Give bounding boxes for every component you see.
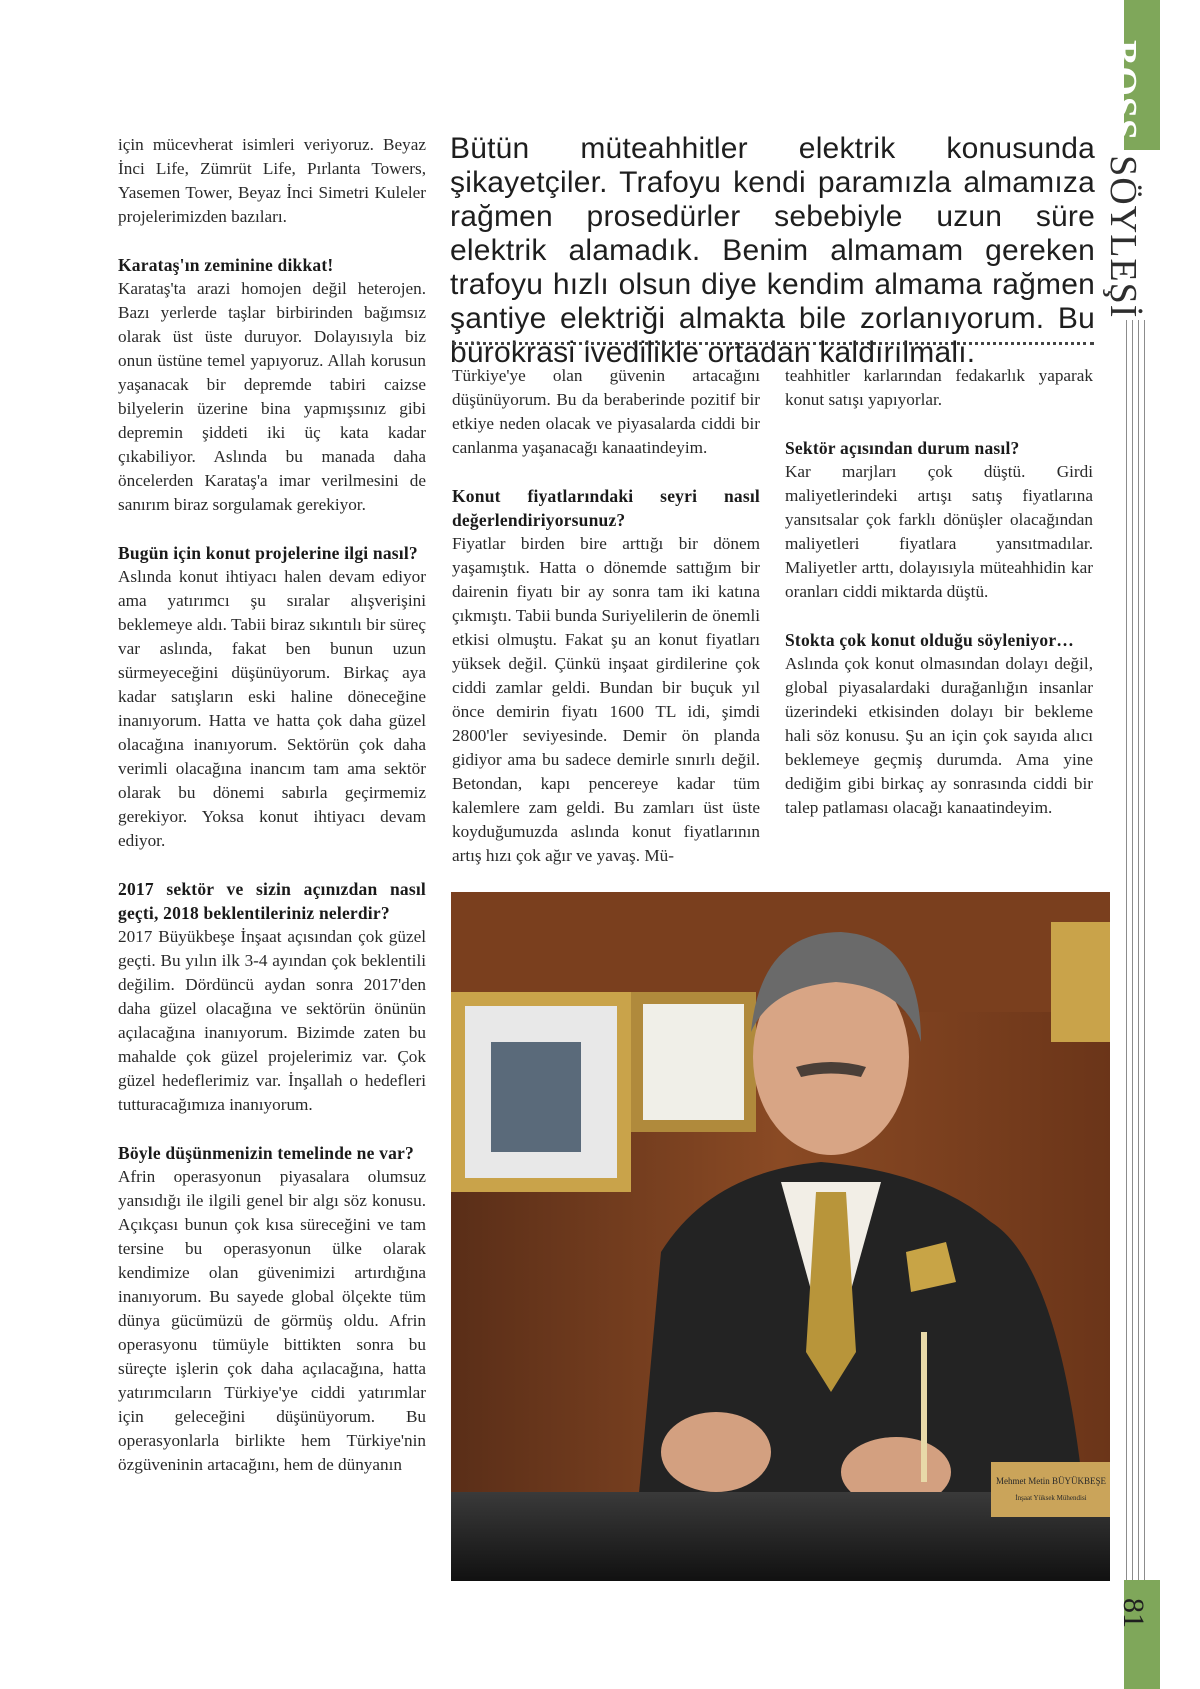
question-heading: 2017 sektör ve sizin açınızdan nasıl geçti, 2018 beklentileriniz nelerdir? bbox=[118, 879, 426, 923]
question-heading: Karataş'ın zeminine dikkat! bbox=[118, 255, 334, 275]
paragraph: Aslında çok konut olmasından dolayı değil, global piyasalardaki durağanlığın insanlar üzerindeki etkisinden dolayı bir bekleme hali söz konusu. Şu an için çok sayıda alıcı beklemeye geçmiş durumda. Ama yine dediğim gibi birkaç ay sonrasında ciddi bir talep patlaması olacağı kanaatindeyim. bbox=[785, 654, 1093, 817]
question-heading: Bugün için konut projelerine ilgi nasıl? bbox=[118, 543, 418, 563]
paragraph: Afrin operasyonun piyasalara olumsuz yansıdığı ile ilgili genel bir algı söz konusu. Açıkçası bunun çok kısa süreceğini ve tam tersine bu operasyonun ülke olarak kendimize olan güvenimizi artırdığına inanıyorum. Bu sayede global ölçekte tüm dünya gücümüzü de görmüş oldu. Afrin operasyonu tümüyle bittikten sonra bu süreçte işlerin çok daha açılacağına, hatta yatırımcıların Türkiye'ye ciddi yatırımlar için geleceğini düşünüyorum. Bu operasyonlarla birlikte hem Türkiye'nin özgüveninin artacağını, hem de dünyanın bbox=[118, 1167, 426, 1474]
article-column-left bbox=[118, 133, 426, 1501]
paragraph: Karataş'ta arazi homojen değil heterojen. Bazı yerlerde taşlar birbirinden bağımsız olarak üst üste duruyor. Dolayısıyla biz onun üstüne temel yapıyoruz. Allah korusun yaşanacak bir depremde tabiri caizse bilyelerin üzerine bina yapmışsınız gibi depremin şiddeti iki üç kata kadar çıkabiliyor. Aslında bu manada daha öncelerden Karataş'a imar verilmesini de sanırım biraz sorgulamak gerekiyor. bbox=[118, 279, 426, 514]
pull-quote: Bütün müteahhitler elektrik konusunda şikayetçiler. Trafoyu kendi paramızla almamıza rağmen prosedürler sebebiyle uzun süre elektrik alamadık. Benim almamam gereken trafoyu hızlı olsun diye kendim almama rağmen şantiye elektriği almakta bile zorlanıyorum. Bu bürokrasi ivedilikle ortadan kaldırılmalı. bbox=[450, 132, 1095, 369]
nameplate-title: İnşaat Yüksek Mühendisi bbox=[1015, 1494, 1087, 1502]
question-heading: Böyle düşünmenizin temelinde ne var? bbox=[118, 1143, 414, 1163]
paragraph: Aslında konut ihtiyacı halen devam ediyor ama yatırımcı şu sıralar alışverişini beklemeye aldı. Tabii biraz sıkıntılı bir süreç var aslında, fakat ben bunun uzun sürmeyeceğini düşünüyorum. Birkaç aya kadar satışların eski haline döneceğine inanıyorum. Hatta ve hatta çok daha güzel olacağına inanıyorum. Sektörün çok daha verimli olacağına inancım tam ama sektör olarak bu dönemi sabırla geçirmemiz gerekiyor. Yoksa konut ihtiyacı devam ediyor. bbox=[118, 567, 426, 850]
question-heading: Sektör açısından durum nasıl? bbox=[785, 438, 1020, 458]
paragraph: Türkiye'ye olan güvenin artacağını düşünüyorum. Bu da beraberinde pozitif bir etkiye neden olacak ve piyasalarda ciddi bir canlanma yaşanacağı kanaatindeyim. bbox=[452, 366, 760, 457]
page-number: 81 bbox=[1117, 1598, 1150, 1628]
paragraph: Fiyatlar birden bire arttığı bir dönem yaşamıştık. Hatta o dönemde sattığım bir dairenin fiyatı bir ay sonra tam iki katına çıkmıştı. Tabii bunda Suriyelilerin de önemli etkisi olmuştu. Fakat şu an konut fiyatları yüksek değil. Çünkü inşaat girdilerine çok ciddi zamlar geldi. Bundan bir buçuk yıl önce demirin fiyatı 1600 TL idi, şimdi 2800'ler seviyesinde. Demir ön planda gidiyor ama bu sadece demirle sınırlı değil. Betondan, kapı pencereye kadar tüm kalemlere zam geldi. Bu zamları üst üste koyduğumuzda aslında konut fiyatlarının artış hızı çok ağır ve yavaş. Mü- bbox=[452, 534, 760, 865]
nameplate-name: Mehmet Metin BÜYÜKBEŞE bbox=[996, 1476, 1106, 1486]
sidebar-rules bbox=[1124, 320, 1164, 1580]
article-column-middle bbox=[452, 364, 760, 892]
section-title: SÖYLEŞİ bbox=[1102, 155, 1144, 319]
question-heading: Stokta çok konut olduğu söyleniyor… bbox=[785, 630, 1075, 650]
paragraph: 2017 Büyükbeşe İnşaat açısından çok güzel geçti. Bu yılın ilk 3-4 ayından çok beklentili değilim. Dördüncü aydan sonra 2017'den daha güzel olacağına ve sektörün önünün açılacağına inanıyorum. Bizimde zaten bu mahalde çok güzel projelerimiz var. Çok güzel hedeflerimiz var. İnşallah o hedefleri tutturacağımıza inanıyorum. bbox=[118, 927, 426, 1114]
paragraph: teahhitler karlarından fedakarlık yaparak konut satışı yapıyorlar. bbox=[785, 366, 1093, 409]
nameplate bbox=[991, 1462, 1110, 1517]
article-column-right bbox=[785, 364, 1093, 844]
paragraph: için mücevherat isimleri veriyoruz. Beyaz İnci Life, Zümrüt Life, Pırlanta Towers, Yasemen Tower, Beyaz İnci Simetri Kuleler projelerimizden bazıları. bbox=[118, 135, 426, 226]
dotted-divider bbox=[452, 342, 1094, 345]
sidebar-green-band-bottom bbox=[1124, 1580, 1160, 1689]
portrait-photo bbox=[451, 892, 1110, 1581]
paragraph: Kar marjları çok düştü. Girdi maliyetlerindeki artışı satış fiyatlarına yansıtsalar çok farklı dönüşler olacağından maliyetleri fiyatlara yansıtmadılar. Maliyetler arttı, dolayısıyla müteahhidin kar oranları ciddi miktarda düştü. bbox=[785, 462, 1093, 601]
sidebar-brand bbox=[1104, 40, 1142, 318]
brand-boss: BOSS bbox=[1102, 40, 1144, 142]
question-heading: Konut fiyatlarındaki seyri nasıl değerlendiriyorsunuz? bbox=[452, 486, 760, 530]
